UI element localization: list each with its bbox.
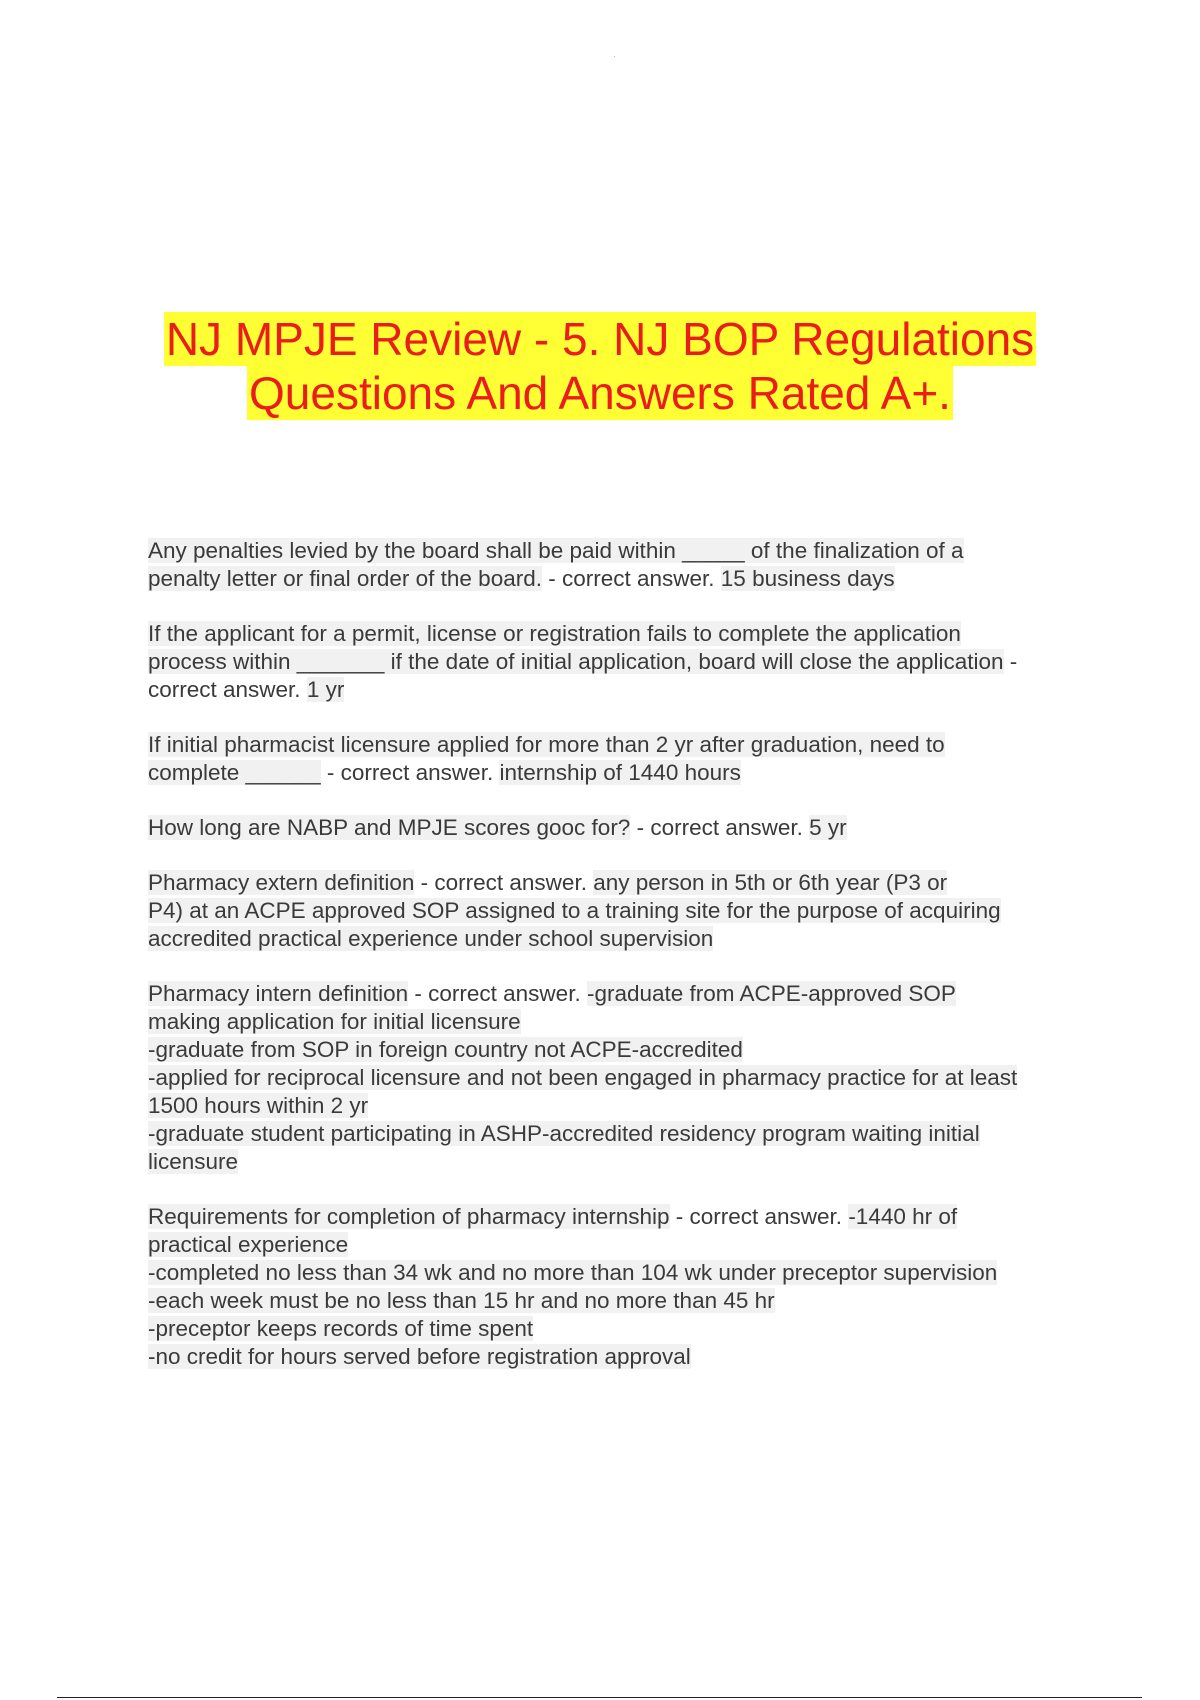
document-title bbox=[0, 312, 1200, 420]
title-line-1: NJ MPJE Review - 5. NJ BOP Regulations bbox=[165, 313, 1035, 365]
answer-separator: - correct answer. bbox=[669, 1204, 849, 1229]
answer-text: -graduate from ACPE-approved SOP making application for initial licensure -graduate from SOP in foreign country not ACPE-accredited -applied for reciprocal licensure and not been engaged in pharmacy practice for at least 1500 hours within 2 yr -graduate student participating in ASHP-accredited residency program waiting initial licensure bbox=[148, 981, 1018, 1174]
answer-text: 1 yr bbox=[306, 677, 345, 702]
question-text: How long are NABP and MPJE scores gooc for? bbox=[148, 815, 631, 840]
answer-text: any person in 5th or 6th year (P3 or P4) at an ACPE approved SOP assigned to a training site for the purpose of acquiring accredited practical experience under school supervision bbox=[148, 870, 1001, 951]
title-line-2: Questions And Answers Rated A+. bbox=[249, 367, 951, 419]
question-text: Requirements for completion of pharmacy internship bbox=[148, 1204, 670, 1229]
qa-item bbox=[148, 731, 1083, 787]
qa-item bbox=[148, 814, 1083, 842]
question-text: If initial pharmacist licensure applied for more than 2 yr after graduation, need to complete ______ bbox=[148, 732, 945, 785]
question-text: If the applicant for a permit, license or registration fails to complete the application process within _______ if the date of initial application, board will close the application bbox=[148, 621, 1004, 674]
scan-speck bbox=[614, 56, 615, 57]
answer-separator: - correct answer. bbox=[320, 760, 500, 785]
answer-text: -1440 hr of practical experience -completed no less than 34 wk and no more than 104 wk under preceptor supervision -each week must be no less than 15 hr and no more than 45 hr -preceptor keeps records of time spent -no credit for hours served before registration approval bbox=[148, 1204, 998, 1369]
qa-item bbox=[148, 869, 1083, 953]
answer-separator: - correct answer. bbox=[414, 870, 594, 895]
answer-text: 15 business days bbox=[720, 566, 895, 591]
qa-item bbox=[148, 980, 1083, 1176]
answer-separator: - correct answer. bbox=[408, 981, 587, 1006]
qa-item bbox=[148, 537, 1083, 593]
answer-text: 5 yr bbox=[809, 815, 847, 840]
qa-item bbox=[148, 620, 1083, 704]
qa-list bbox=[148, 537, 1083, 1398]
question-text: Pharmacy intern definition bbox=[148, 981, 409, 1006]
answer-text: internship of 1440 hours bbox=[499, 760, 741, 785]
question-text: Any penalties levied by the board shall be paid within _____ of the finalization of a penalty letter or final order of the board. bbox=[148, 538, 964, 591]
answer-separator: - correct answer. bbox=[541, 566, 721, 591]
qa-item bbox=[148, 1203, 1083, 1371]
question-text: Pharmacy extern definition bbox=[148, 870, 415, 895]
answer-separator: - correct answer. bbox=[148, 649, 1018, 702]
answer-separator: - correct answer. bbox=[630, 815, 810, 840]
footer-rule bbox=[57, 1697, 1142, 1698]
